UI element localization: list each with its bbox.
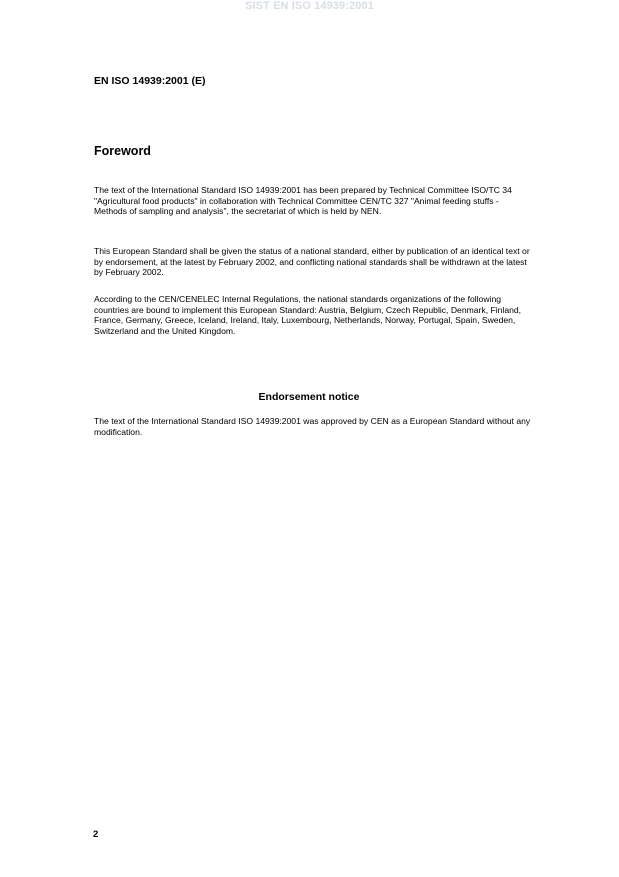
- foreword-paragraph-3-text: According to the CEN/CENELEC Internal Regulations, the national standards organizations of the following countries are bound to implement this European Standard: Austria, Belgium, Czech Republic, Denmark, Finland, France, Germany, Greece, Iceland, Ireland, Italy, Luxembourg, Netherlands, Norway, Portugal, Spain, Sweden, Switzerland and the United Kingdom.: [94, 294, 522, 336]
- foreword-paragraph-1-text: The text of the International Standard ISO 14939:2001 has been prepared by Technical Committee ISO/TC 34 "Agricultural food products" in collaboration with Technical Committee CEN/TC 327 "Animal feeding stuffs - Methods of sampling and analysis", the secretariat of which is held by NEN.: [94, 185, 512, 217]
- page-number: 2: [93, 829, 99, 840]
- foreword-paragraph-1: [94, 185, 534, 217]
- endorsement-paragraph-text: The text of the International Standard ISO 14939:2001 was approved by CEN as a European Standard without any modification.: [94, 416, 531, 437]
- endorsement-paragraph: [94, 416, 534, 437]
- document-id: EN ISO 14939:2001 (E): [94, 75, 206, 87]
- foreword-heading: Foreword: [94, 144, 151, 158]
- endorsement-heading: Endorsement notice: [258, 391, 360, 403]
- foreword-paragraph-2-text: This European Standard shall be given the status of a national standard, either by publication of an identical text or by endorsement, at the latest by February 2002, and conflicting national standards shall be withdrawn at the latest by February 2002.: [94, 246, 530, 278]
- foreword-paragraph-3: [94, 294, 534, 336]
- watermark: SIST EN ISO 14939:2001: [245, 0, 374, 12]
- foreword-paragraph-2: [94, 246, 534, 278]
